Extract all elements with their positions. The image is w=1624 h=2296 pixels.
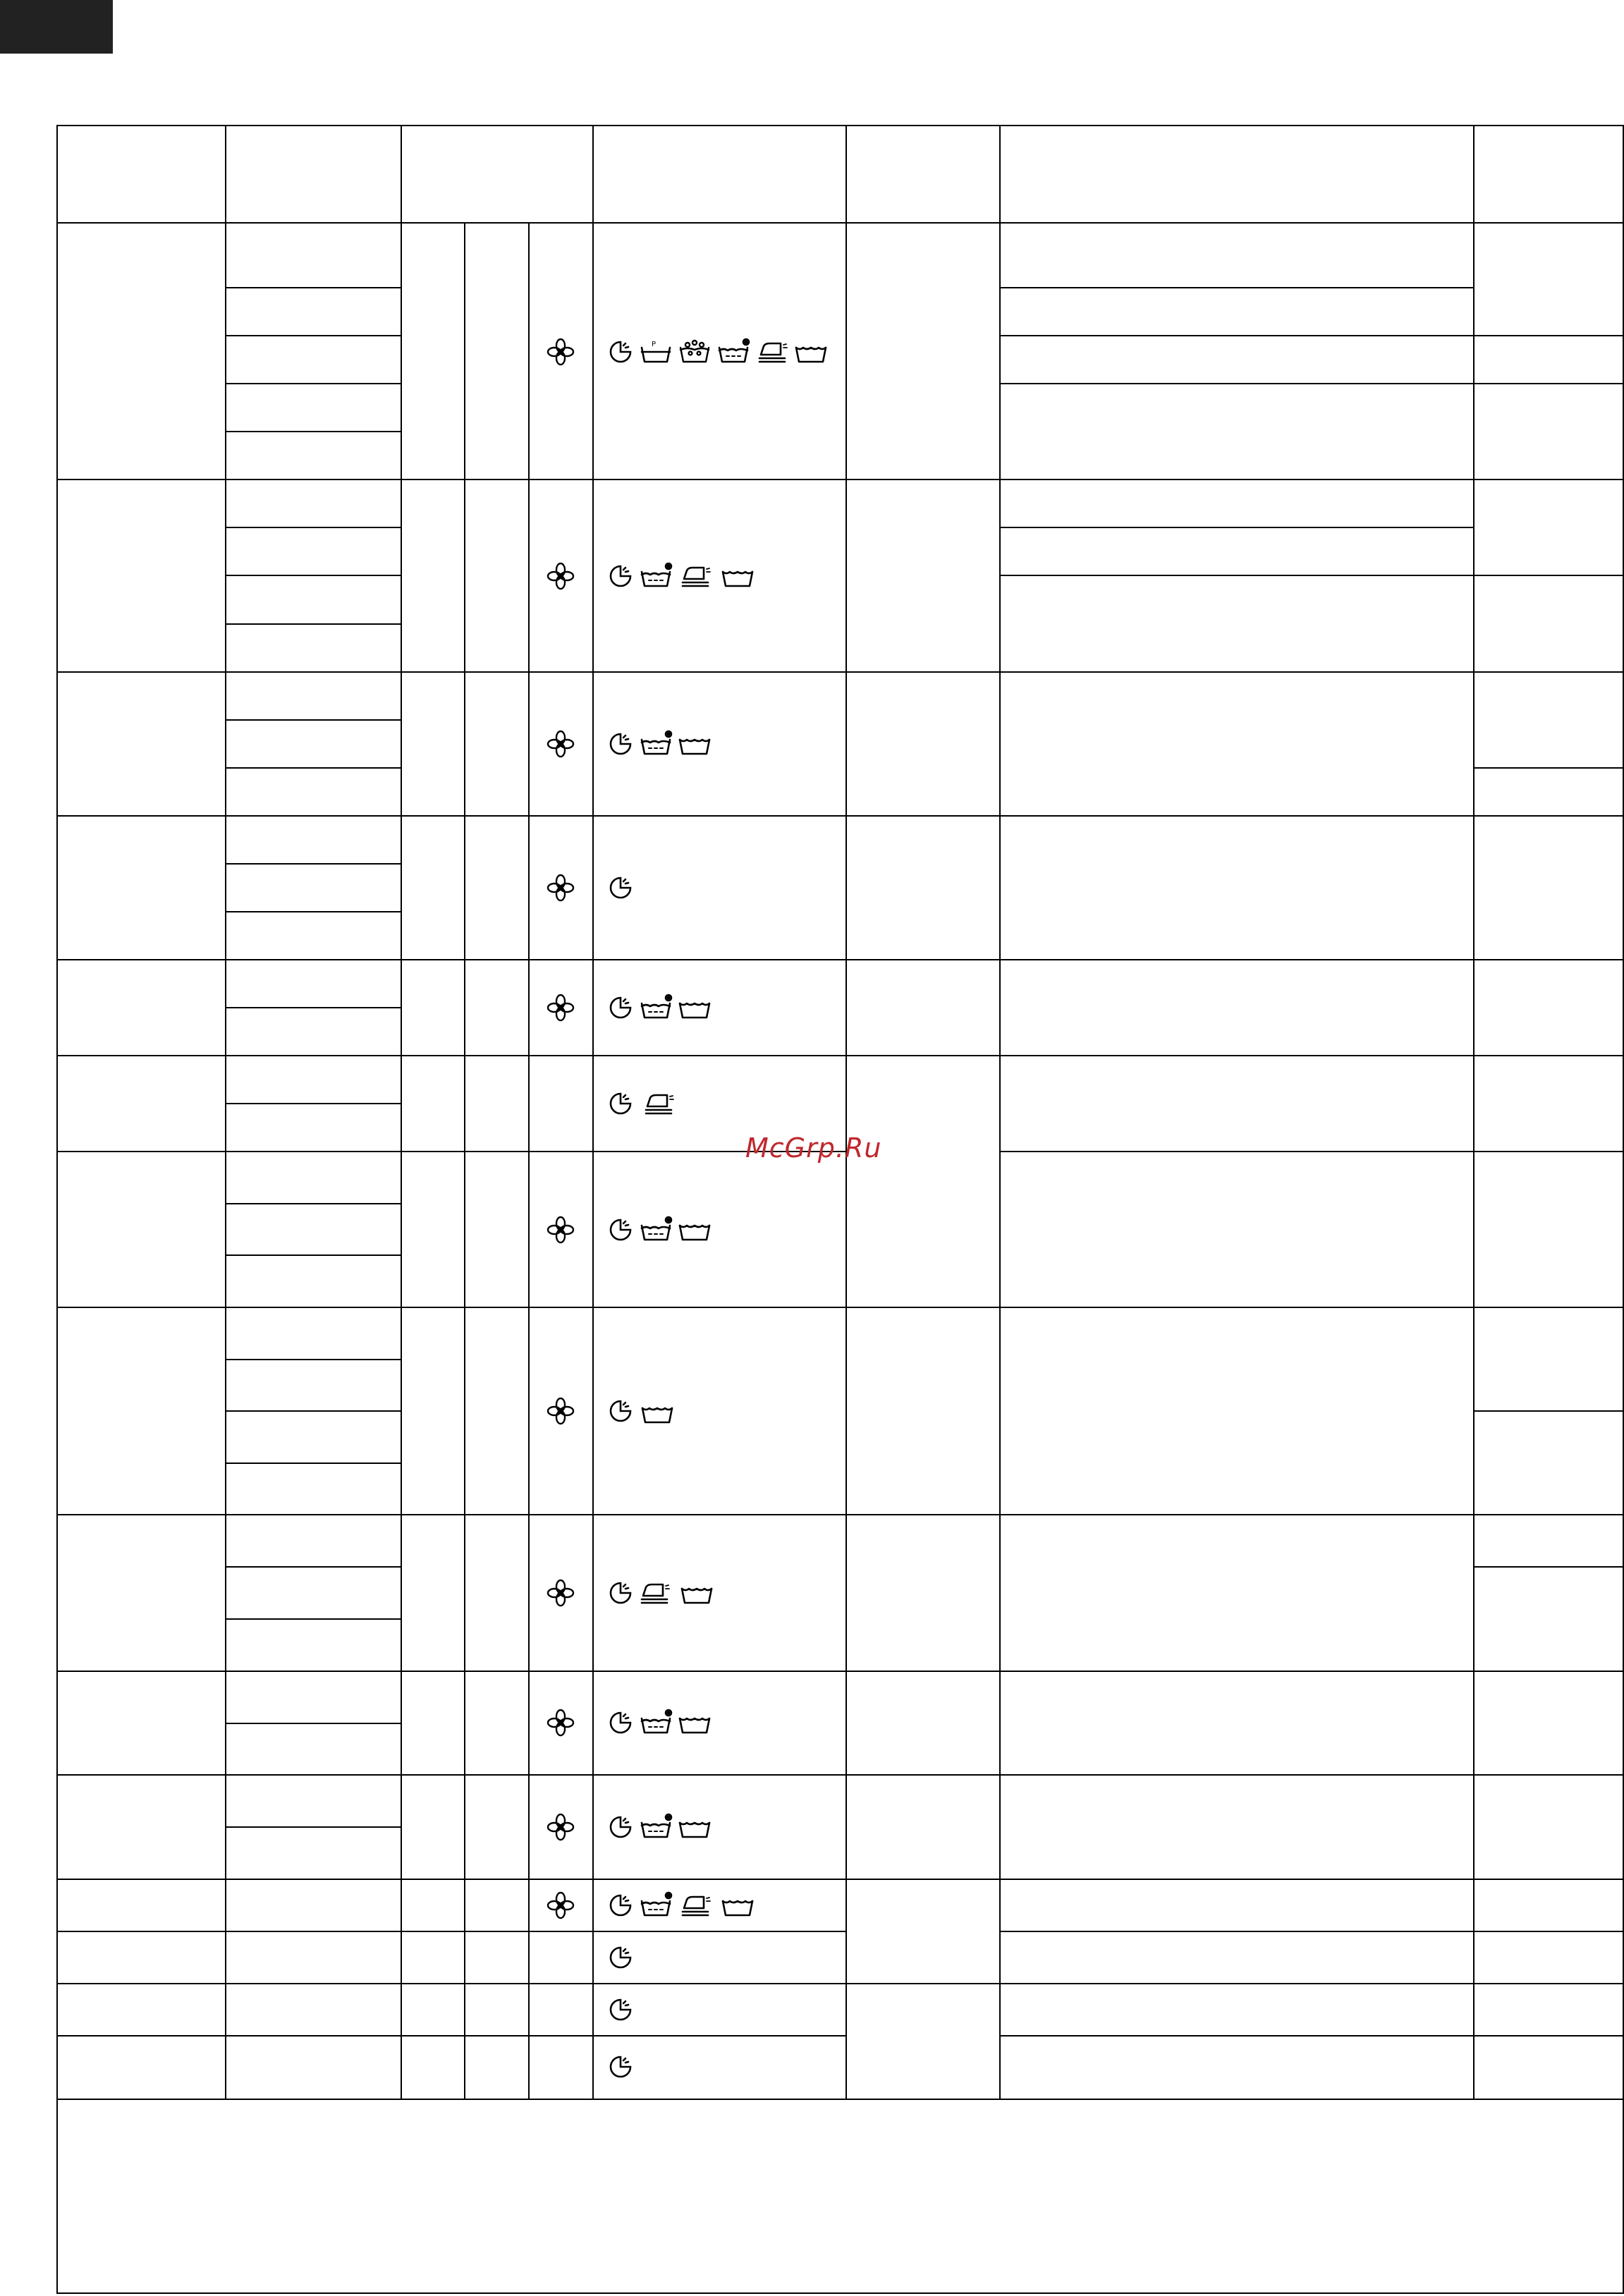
timer-icon [611, 1713, 630, 1733]
timer-icon [611, 1583, 630, 1603]
timer-icon [611, 734, 630, 754]
option-icons-row-7 [611, 1217, 709, 1240]
rinse-hold-tub-icon [796, 348, 826, 362]
option-icons-row-14 [611, 2000, 630, 2020]
option-icons-row-13 [611, 1948, 630, 1967]
fan-icon [548, 1217, 573, 1242]
timer-icon [611, 566, 630, 586]
fan-icon [548, 1814, 573, 1840]
fan-icon [548, 875, 573, 900]
fan-icon [548, 1580, 573, 1606]
easy-iron-icon [759, 343, 787, 362]
easy-iron-icon [683, 568, 710, 586]
fan-icon [548, 1710, 573, 1735]
rinse-hold-tub-icon [680, 1003, 709, 1018]
rinse-hold-tub-icon [723, 1901, 752, 1915]
table-grid-lines [57, 126, 1623, 2293]
rinse-hold-tub-icon [723, 572, 752, 586]
rinse-hold-tub-icon [682, 1589, 712, 1603]
fan-icon [548, 339, 573, 365]
timer-icon [611, 878, 630, 898]
timer-icon [611, 1895, 630, 1915]
easy-iron-icon [683, 1897, 710, 1915]
timer-icon [611, 342, 630, 362]
option-icons-row-11 [611, 1814, 709, 1837]
timer-icon [611, 1401, 630, 1421]
option-icons-row-3 [611, 731, 709, 754]
option-icons-row-4 [611, 878, 630, 898]
rinse-hold-tub-icon [680, 1718, 709, 1733]
option-icons-row-12 [611, 1893, 752, 1915]
extra-rinse-tub-icon [680, 341, 709, 362]
option-icons-row-2 [611, 563, 752, 586]
temperature-tub-icon [642, 563, 671, 586]
watermark: McGrp.Ru [745, 1132, 882, 1164]
program-table: P [0, 0, 1624, 2296]
easy-iron-icon [642, 1584, 669, 1603]
option-icons-row-8 [611, 1401, 672, 1422]
rinse-hold-tub-icon [680, 1823, 709, 1837]
option-icons-row-1 [611, 339, 826, 362]
option-icons-row-6 [611, 1094, 673, 1113]
fan-icon [548, 1398, 573, 1424]
temperature-tub-icon [642, 1893, 671, 1915]
option-icons-row-9 [611, 1583, 712, 1603]
temperature-tub-icon [642, 995, 671, 1018]
rinse-hold-tub-icon [642, 1408, 672, 1422]
timer-icon [611, 2057, 630, 2077]
timer-icon [611, 998, 630, 1018]
temperature-tub-icon [642, 1217, 671, 1240]
timer-icon [611, 1220, 630, 1240]
option-icons-row-10 [611, 1710, 709, 1733]
option-icons-row-5 [611, 995, 709, 1018]
fan-icon [548, 563, 573, 589]
timer-icon [611, 1817, 630, 1837]
timer-icon [611, 1948, 630, 1967]
timer-icon [611, 1094, 630, 1113]
temperature-tub-icon [642, 1710, 671, 1733]
temperature-tub-icon [719, 339, 749, 362]
fan-icons [548, 339, 573, 1918]
fan-icon [548, 995, 573, 1020]
temperature-tub-icon [642, 731, 671, 754]
option-icons-row-15 [611, 2057, 630, 2077]
easy-iron-icon [646, 1095, 673, 1113]
fan-icon [548, 731, 573, 757]
timer-icon [611, 2000, 630, 2020]
fan-icon [548, 1893, 573, 1918]
temperature-tub-icon [642, 1814, 671, 1837]
rinse-hold-tub-icon [680, 740, 709, 754]
rinse-hold-tub-icon [680, 1226, 709, 1240]
prewash-tub-icon [642, 341, 670, 362]
